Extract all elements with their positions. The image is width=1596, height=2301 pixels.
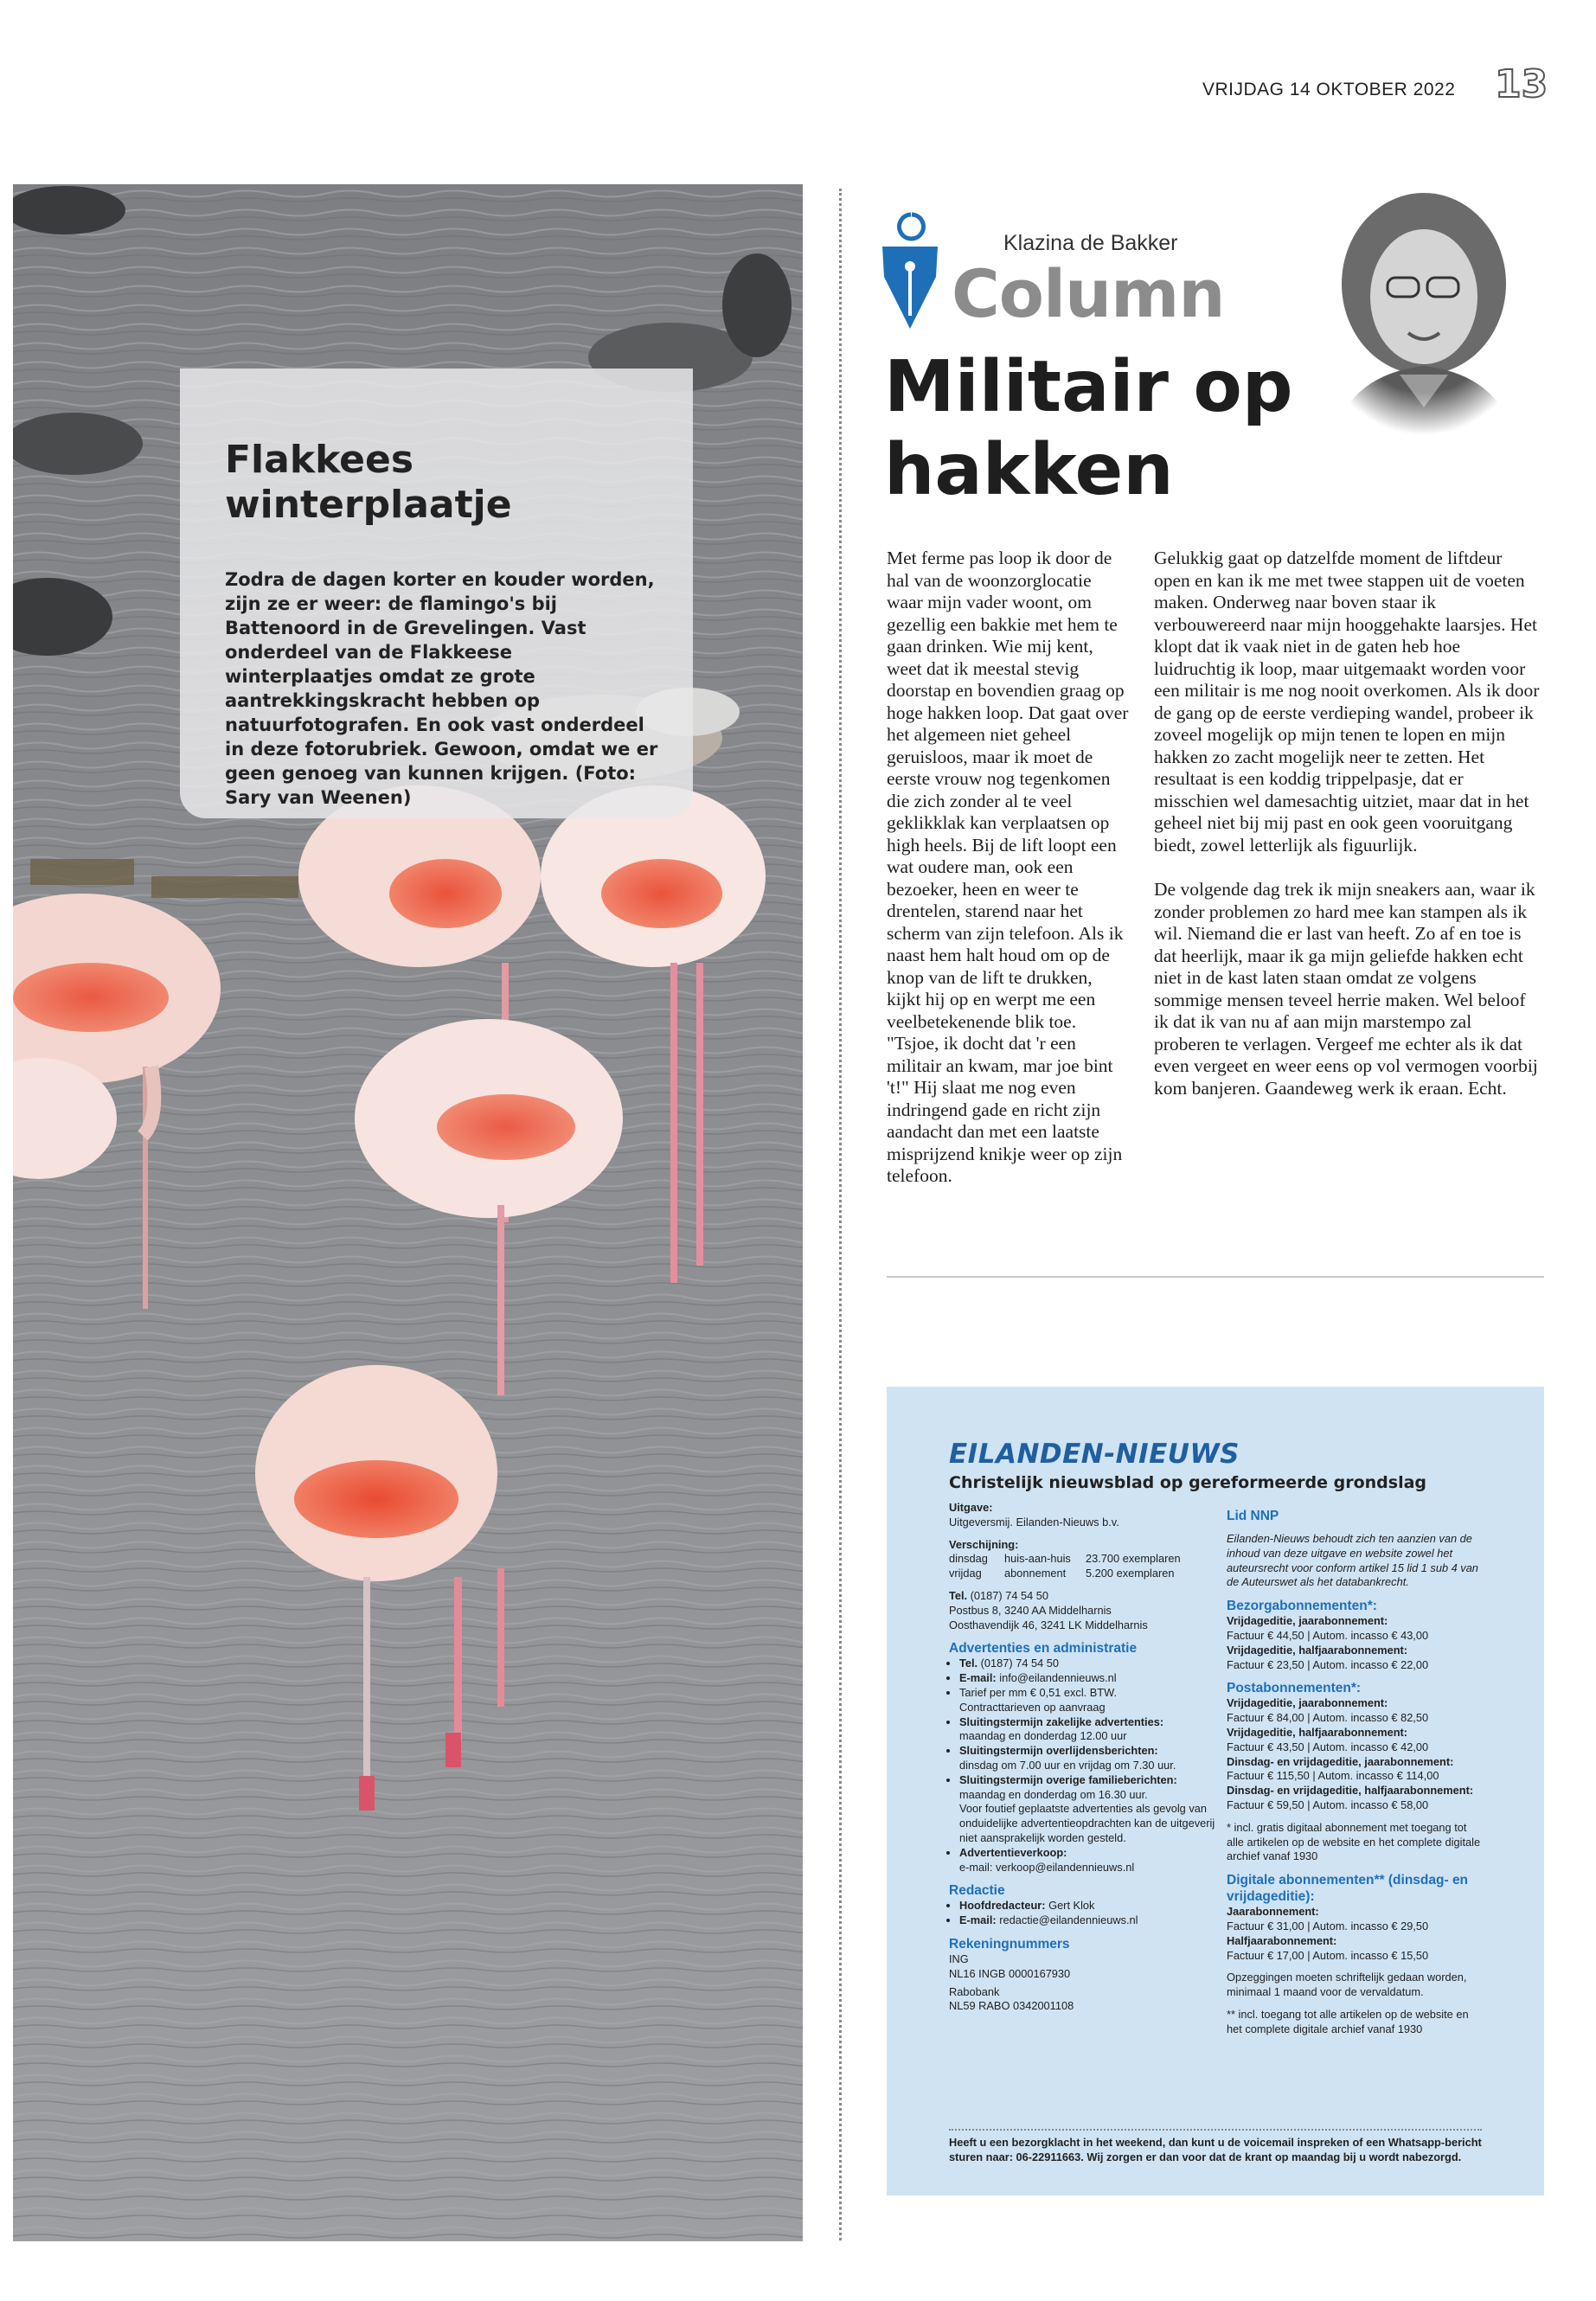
section-title: Redactie xyxy=(949,1883,1005,1899)
copyright-notice: Eilanden-Nieuws behoudt zich ten aanzien van de inhoud van deze uitgave en website zowel het auteursrecht voor conform artikel 15 lid 1 sub 4 van de Auteurswet als het databankrecht. xyxy=(1227,1532,1478,1589)
section-title: Bezorgabonnementen*: xyxy=(1227,1599,1377,1614)
column-text-col2 xyxy=(1154,548,1540,1099)
delivery-complaint-notice: Heeft u een bezorgklacht in het weekend, dan kunt u de voicemail inspreken of een Whatsapp-bericht sturen naar: 06-22911663. Wij zorgen er dan voor dat de krant op maandag bij u wordt nabezorgd. xyxy=(949,2136,1482,2163)
bank: Rabobank xyxy=(949,1984,1000,1998)
colophon-divider xyxy=(949,2129,1482,2131)
iban: NL16 INGB 0000167930 xyxy=(949,1966,1071,1980)
list-item: • E-mail: info@eilandennieuws.nl xyxy=(959,1671,1217,1686)
section-title: Rekeningnummers xyxy=(949,1936,1070,1952)
footnote: * incl. gratis digitaal abonnement met toegang tot alle artikelen op de website en het complete digitale archief vanaf 1930 xyxy=(1227,1820,1481,1863)
address: Oosthavendijk 46, 3241 LK Middelharnis xyxy=(949,1618,1148,1631)
section-title: Lid NNP xyxy=(1227,1509,1279,1523)
issue-date: VRIJDAG 14 OKTOBER 2022 xyxy=(1202,80,1456,99)
photo-caption-text: Zodra de dagen korter en kouder worden, zijn ze er weer: de flamingo's bij Battenoord in de Grevelingen. Vast onderdeel van de Flakkeese winterplaatjes omdat ze grote aantrekkingskracht hebben op natuurfotografen. En ook vast onderdeel in deze fotorubriek. Gewoon, omdat we er geen genoeg van kunnen krijgen. (Foto: Sary van Weenen) xyxy=(225,569,658,808)
photo-caption-box xyxy=(180,369,693,818)
newspaper-logo: EILANDEN-NIEUWS xyxy=(949,1439,1240,1470)
list-item: • Advertentieverkoop: e-mail: verkoop@eilandennieuws.nl xyxy=(959,1846,1217,1875)
circ-day: vrijdag xyxy=(949,1567,982,1580)
address: Postbus 8, 3240 AA Middelharnis xyxy=(949,1603,1112,1617)
newspaper-tagline: Christelijk nieuwsblad op gereformeerde grondslag xyxy=(949,1473,1427,1492)
cancellation-note: Opzeggingen moeten schriftelijk gedaan worden, minimaal 1 maand voor de vervaldatum. xyxy=(1227,1971,1467,1999)
circ-type: abonnement xyxy=(1004,1567,1067,1580)
colophon-right: Lid NNP Eilanden-Nieuws behoudt zich ten aanzien van de inhoud van deze uitgave en website zowel het auteursrecht voor conform artikel 15 lid 1 sub 4 van de Auteurswet als het databankrecht. Bezorgabonnementen*: Vrijdageditie, jaarabonnement: Factuur € 44,50 | Autom. incasso € 43,00 Vrijdageditie, halfjaarabonnement: Factuur € 23,50 | Autom. incasso € 22,00 Postabonnementen*: Vrijdageditie, jaarabonnement: Factuur € 84,00 | Autom. incasso € 82,50 Vrijdageditie, halfjaarabonnement: Factuur € 43,50 | Autom. incasso € 42,00 Dinsdag- en vrijdageditie, jaarabonnement: Factuur € 115,50 | Autom. incasso € 114,00 Dinsdag- en vrijdageditie, halfjaarabonnement: Factuur € 59,50 | Autom. incasso € 58,00 * incl. gratis digitaal abonnement met toegang tot alle artikelen op de website en het complete digitale archief vanaf 1930 Digitale abonnementen** (dinsdag- en vrijdageditie): Jaarabonnement: Factuur € 31,00 | Autom. incasso € 29,50 Halfjaarabonnement: Factuur € 17,00 | Autom. incasso € 15,50 Opzeggingen moeten schriftelijk gedaan worden, minimaal 1 maand voor de vervaldatum. ** incl. toegang tot alle artikelen op de website en het complete digitale archief vanaf 1930 xyxy=(1227,1508,1486,2037)
column-paragraph: De volgende dag trek ik mijn sneakers aan, waar ik zonder problemen zo hard mee kan stampen als ik wil. Niemand die er last van heeft. Zo af en toe is dat heerlijk, maar ik ga mijn geliefde hakken echt niet in de kast laten staan omdat ze volgens sommige mensen teveel herrie maken. Wel beloof ik dat ik van nu af aan mijn marstempo zal proberen te verlagen. Vergeef me echter als ik dat even vergeet en weer eens op vol vermogen voorbij kom banjeren. Gaandeweg werk ik eraan. Echt. xyxy=(1154,879,1538,1099)
circ-type: huis-aan-huis xyxy=(1004,1552,1071,1566)
author-portrait xyxy=(1317,176,1531,435)
iban: NL59 RABO 0342001108 xyxy=(949,1999,1074,2013)
column-label: Column xyxy=(952,255,1225,332)
phone: (0187) 74 54 50 xyxy=(970,1588,1049,1602)
fountain-pen-icon xyxy=(875,208,945,342)
section-divider xyxy=(887,1276,1544,1278)
list-item: • Sluitingstermijn overlijdensberichten: dinsdag om 7.00 uur en vrijdag om 7.30 uur. xyxy=(959,1744,1217,1773)
colophon xyxy=(887,1387,1544,2195)
circulation-table xyxy=(949,1552,1217,1581)
photo-caption-title: Flakkees winterplaatje xyxy=(225,438,512,527)
email-link[interactable]: e-mail: verkoop@eilandennieuws.nl xyxy=(959,1860,1135,1874)
bank: ING xyxy=(949,1952,969,1965)
email-link[interactable]: redactie@eilandennieuws.nl xyxy=(999,1913,1138,1927)
publisher: Uitgeversmij. Eilanden-Nieuws b.v. xyxy=(949,1515,1119,1529)
email-link[interactable]: info@eilandennieuws.nl xyxy=(999,1671,1117,1685)
section-title: Advertenties en administratie xyxy=(949,1641,1138,1657)
list-item: • Sluitingstermijn zakelijke advertenties: maandag en donderdag 12.00 uur xyxy=(959,1715,1217,1745)
list-item: • Sluitingstermijn overige familieberichten: maandag en donderdag om 16.30 uur. Voor foutief geplaatste advertenties als gevolg van onduidelijke advertentieopdrachten kan de uitgeverij niet aansprakelijk worden gesteld. xyxy=(959,1773,1217,1846)
column-author: Klazina de Bakker xyxy=(1003,231,1178,255)
page-number: 13 xyxy=(1495,62,1548,106)
section-title: Digitale abonnementen** (dinsdag- en vrijdageditie): xyxy=(1227,1873,1469,1905)
flamingo-photo xyxy=(13,184,803,2241)
list-item: • Tel. (0187) 74 54 50 xyxy=(959,1657,1217,1671)
column-headline: Militair op hakken xyxy=(884,346,1293,511)
list-item: • Tarief per mm € 0,51 excl. BTW. Contracttarieven op aanvraag xyxy=(959,1686,1217,1715)
list-item: • E-mail: redactie@eilandennieuws.nl xyxy=(959,1913,1217,1928)
column-divider xyxy=(839,189,842,2240)
footnote: ** incl. toegang tot alle artikelen op de website en het complete digitale archief vanaf 1930 xyxy=(1227,2007,1469,2035)
column-text-col1 xyxy=(887,548,1131,1188)
label: Tel. xyxy=(949,1588,968,1602)
column-paragraph: Gelukkig gaat op datzelfde moment de liftdeur open en kan ik me met twee stappen uit de voeten maken. Onderweg naar boven staar ik verbouwereerd naar mijn hooggehakte laarsjes. Het klopt dat ik vaak niet in de gaten heb hoe luidruchtig ik loop, maar uitgemaakt worden voor een militair is me nog nooit overkomen. Als ik door de gang op de eerste verdieping wandel, probeer ik zoveel mogelijk op mijn tenen te lopen en mijn hakken zo zacht mogelijk neer te zetten. Het resultaat is een koddig trippelpasje, dat er misschien wel damesachtig uitziet, maar dat in het geheel niet bij mij past en ook geen vooruitgang biedt, zowel letterlijk als figuurlijk. xyxy=(1154,548,1540,856)
column-paragraph: Met ferme pas loop ik door de hal van de woonzorglocatie waar mijn vader woont, om gezellig een bakkie met hem te gaan drinken. Wie mij kent, weet dat ik meestal stevig doorstap en bovendien graag op hoge hakken loop. Dat gaat over het algemeen niet geheel geruisloos, maar ik moet de eerste vrouw nog tegenkomen die zich zonder al te veel geklikklak kan verplaatsen op high heels. Bij de lift loopt een wat oudere man, ook een bezoeker, heen en weer te drentelen, starend naar het scherm van zijn telefoon. Als ik naast hem halt houd om op de knop van de lift te drukken, kijkt hij op en werpt me een veelbetekenende blik toe. "Tsjoe, ik docht dat 'r een militair an kwam, mar joe bint 't!" Hij slaat me nog even indringend gade en richt zijn aandacht dan met een laatste misprijzend knikje weer op zijn telefoon. xyxy=(887,548,1129,1186)
circ-day: dinsdag xyxy=(949,1552,988,1566)
circ-count: 5.200 exemplaren xyxy=(1086,1567,1175,1580)
colophon-left xyxy=(949,1501,1217,2014)
section-title: Postabonnementen*: xyxy=(1227,1681,1362,1696)
label: Uitgave: xyxy=(949,1501,993,1514)
list-item: • Hoofdredacteur: Gert Klok xyxy=(959,1899,1217,1913)
label: Verschijning: xyxy=(949,1537,1019,1551)
circ-count: 23.700 exemplaren xyxy=(1086,1552,1181,1566)
